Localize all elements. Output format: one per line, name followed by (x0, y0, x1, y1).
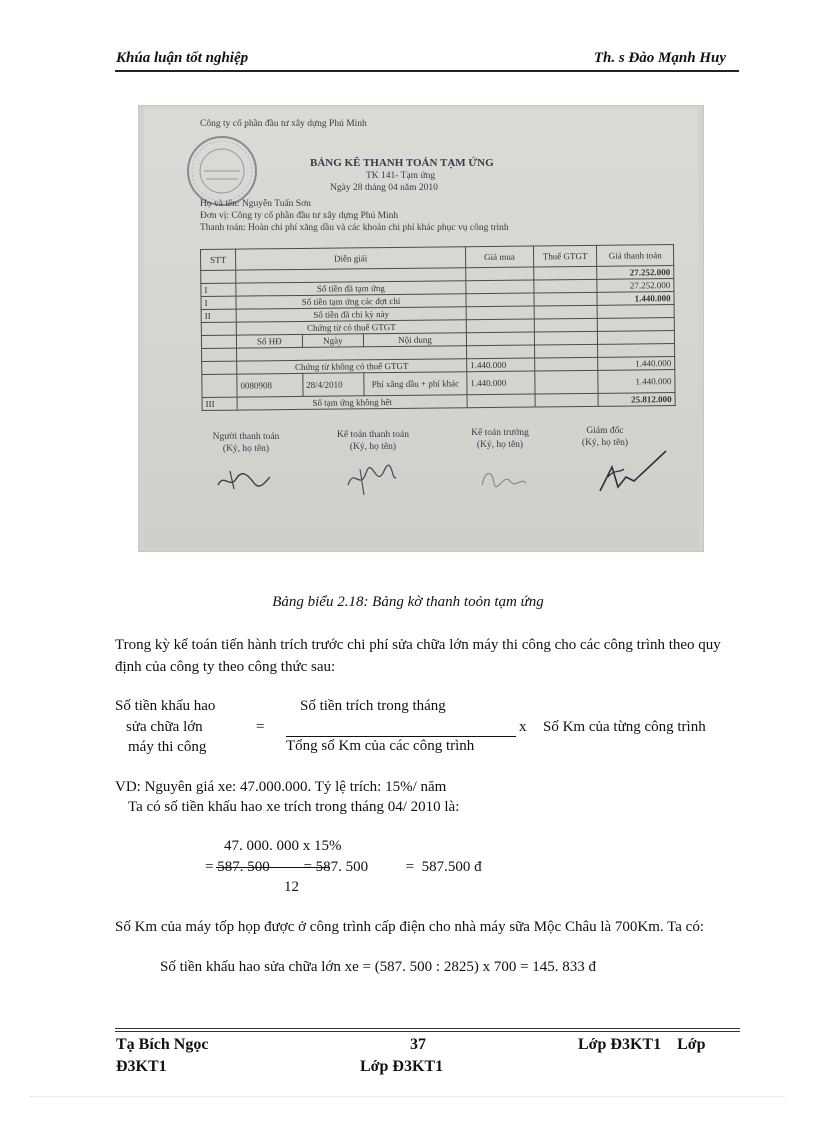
photo-payment-line: Thanh toán: Hoàn chi phí xăng dầu và các khoản chi phí khác phục vụ công trình (200, 223, 509, 233)
table-cell: 1.440.000 (467, 358, 535, 372)
signature-block (328, 429, 418, 453)
table-cell (535, 393, 599, 407)
table-cell: 1.440.000 (598, 370, 675, 394)
figure-caption: Bảng biểu 2.18: Bảng kờ thanh toỏn tạm ứng (272, 594, 544, 610)
table-cell (202, 361, 237, 374)
photo-company: Công ty cổ phần đầu tư xây dựng Phú Minh (200, 119, 367, 129)
table-cell (598, 344, 675, 358)
signature-scribble-4 (590, 447, 670, 501)
table-cell (535, 370, 599, 394)
table-cell (534, 357, 598, 371)
table-cell (534, 331, 598, 345)
table-cell (534, 279, 598, 293)
signature-role: Giám đốc (586, 426, 624, 436)
photo-paper (144, 109, 698, 547)
signature-role: Kế toán thanh toán (336, 430, 410, 440)
photo-title: BẢNG KÊ THANH TOÁN TẠM ỨNG (310, 157, 494, 169)
signature-block (206, 431, 286, 455)
table-cell (598, 318, 675, 332)
formula-times: x (519, 719, 527, 735)
paragraph-1: Trong kỳ kế toán tiến hành trích trước chi phí sửa chữa lớn máy thi công cho các công trình theo quy định của công ty theo công thức sau: (115, 637, 721, 675)
table-cell (201, 322, 236, 335)
table-cell: I (201, 283, 236, 296)
calc-line: = 587. 500 = 587. 500 = 587.500 đ (205, 859, 482, 875)
table-header: Diễn giải (236, 247, 466, 270)
table-cell: 0080908 (237, 373, 303, 397)
table-cell (202, 348, 237, 361)
table-cell: Số tiền tạm ứng các đợt chi (236, 294, 466, 309)
signature-role: Người thanh toán (212, 432, 280, 442)
calc-numerator: 47. 000. 000 x 15% (224, 838, 342, 854)
formula-equals: = (256, 719, 265, 735)
header-left: Khúa luận tốt nghiệp (116, 50, 249, 66)
signature-scribble-2 (340, 461, 400, 497)
table-cell: 25.812.000 (598, 393, 675, 407)
table-cell: Nội dung (363, 333, 466, 347)
paragraph-2: Số Km của máy tốp họp được ở công trình cấp điện cho nhà máy sữa Mộc Châu là 700Km. Ta có: (115, 919, 705, 935)
table-cell: Phí xăng dầu + phí khác (364, 372, 467, 396)
example-line-1: VD: Nguyên giá xe: 47.000.000. Tỷ lệ trích: 15%/ năm (115, 779, 447, 795)
header-right: Th. s Đào Mạnh Huy (593, 50, 726, 66)
table-cell: Chứng từ có thuế GTGT (236, 320, 466, 335)
signature-scribble-3 (474, 459, 534, 495)
table-cell (466, 319, 534, 333)
table-cell (534, 305, 598, 319)
table-cell: Số tạm ứng không hết (237, 395, 467, 410)
table-cell (534, 344, 598, 358)
example-line-2: Ta có số tiền khấu hao xe trích trong tháng 04/ 2010 là: (128, 799, 460, 815)
calc-strike-1 (216, 867, 284, 868)
signature-note: (Ký, họ tên) (222, 444, 270, 454)
signature-block (570, 425, 640, 449)
signature-note: (Ký, họ tên) (349, 442, 397, 452)
table-cell: Số tiền đã tạm ứng (236, 281, 466, 296)
table-cell: I (201, 296, 236, 309)
table-cell (534, 292, 598, 306)
table-cell (466, 293, 534, 307)
table-cell: Chứng từ không có thuế GTGT (237, 359, 467, 374)
table-header: STT (201, 249, 236, 270)
formula-left-3: máy thi công (128, 739, 207, 755)
table-cell: Số HĐ (236, 334, 302, 348)
signature-note: (Ký, họ tên) (476, 440, 524, 450)
table-cell (466, 306, 534, 320)
table-cell: Ngày (302, 334, 363, 348)
table-cell (534, 266, 598, 280)
formula-right: Số Km của từng công trình (543, 719, 706, 735)
table-cell: II (201, 309, 236, 322)
photo-name-line: Họ và tên: Nguyễn Tuấn Sơn (200, 199, 311, 209)
table-cell: 28/4/2010 (303, 373, 365, 397)
footer-rule-bottom (115, 1031, 740, 1032)
formula-left-2: sửa chữa lớn (126, 719, 203, 735)
table-cell (466, 345, 534, 359)
formula-numerator: Số tiền trích trong tháng (300, 698, 446, 714)
table-cell (598, 331, 675, 345)
footer-page-number: 37 (410, 1036, 426, 1053)
table-cell (597, 305, 674, 319)
table-cell (202, 374, 237, 397)
footer-line2-mid: Lớp Đ3KT1 (360, 1058, 444, 1075)
table-cell: 27.252.000 (597, 266, 674, 280)
payment-table (200, 244, 676, 411)
table-cell: III (202, 397, 237, 410)
table-cell: 1.440.000 (598, 357, 675, 371)
table-cell (201, 270, 236, 283)
table-cell: 27.252.000 (597, 279, 674, 293)
table-header: Giá mua (465, 246, 533, 268)
table-cell (534, 318, 598, 332)
formula-left-1: Số tiền khấu hao (115, 698, 216, 714)
footer-rule-top (115, 1028, 740, 1029)
footer-author: Tạ Bích Ngọc (116, 1036, 209, 1053)
signature-role: Kế toán trưởng (471, 428, 529, 438)
table-cell (201, 335, 236, 348)
calc-fraction-line (284, 867, 330, 868)
signature-note: (Ký, họ tên) (581, 438, 629, 448)
table-cell (466, 267, 534, 281)
footer-line2-left: Đ3KT1 (116, 1058, 167, 1075)
footer-class-right: Lớp Đ3KT1 Lớp (578, 1036, 706, 1053)
table-cell: Số tiền đã chi kỳ này (236, 307, 466, 322)
company-stamp (184, 133, 260, 209)
header-rule (115, 70, 739, 72)
paragraph-3: Số tiền khấu hao sửa chữa lớn xe = (587. 500 : 2825) x 700 = 145. 833 đ (160, 959, 597, 975)
table-cell (466, 332, 534, 346)
table-header: Thuế GTGT (533, 245, 597, 267)
table-cell: 1.440.000 (597, 292, 674, 306)
calc-denominator: 12 (284, 879, 299, 895)
document-photo (138, 105, 704, 552)
table-cell: 1.440.000 (467, 371, 535, 395)
formula-denominator: Tổng số Km của các công trình (286, 738, 475, 754)
signature-scribble-1 (214, 465, 274, 495)
photo-unit-line: Đơn vị: Công ty cổ phần đầu tư xây dựng Phú Minh (200, 211, 399, 221)
table-cell (467, 394, 535, 408)
table-header: Giá thanh toán (597, 245, 674, 267)
page-bottom-dotted-line (30, 1096, 786, 1097)
photo-date: Ngày 28 tháng 04 năm 2010 (330, 183, 438, 193)
photo-account: TK 141- Tạm ứng (366, 171, 436, 181)
table-cell (466, 280, 534, 294)
signature-block (460, 427, 540, 451)
